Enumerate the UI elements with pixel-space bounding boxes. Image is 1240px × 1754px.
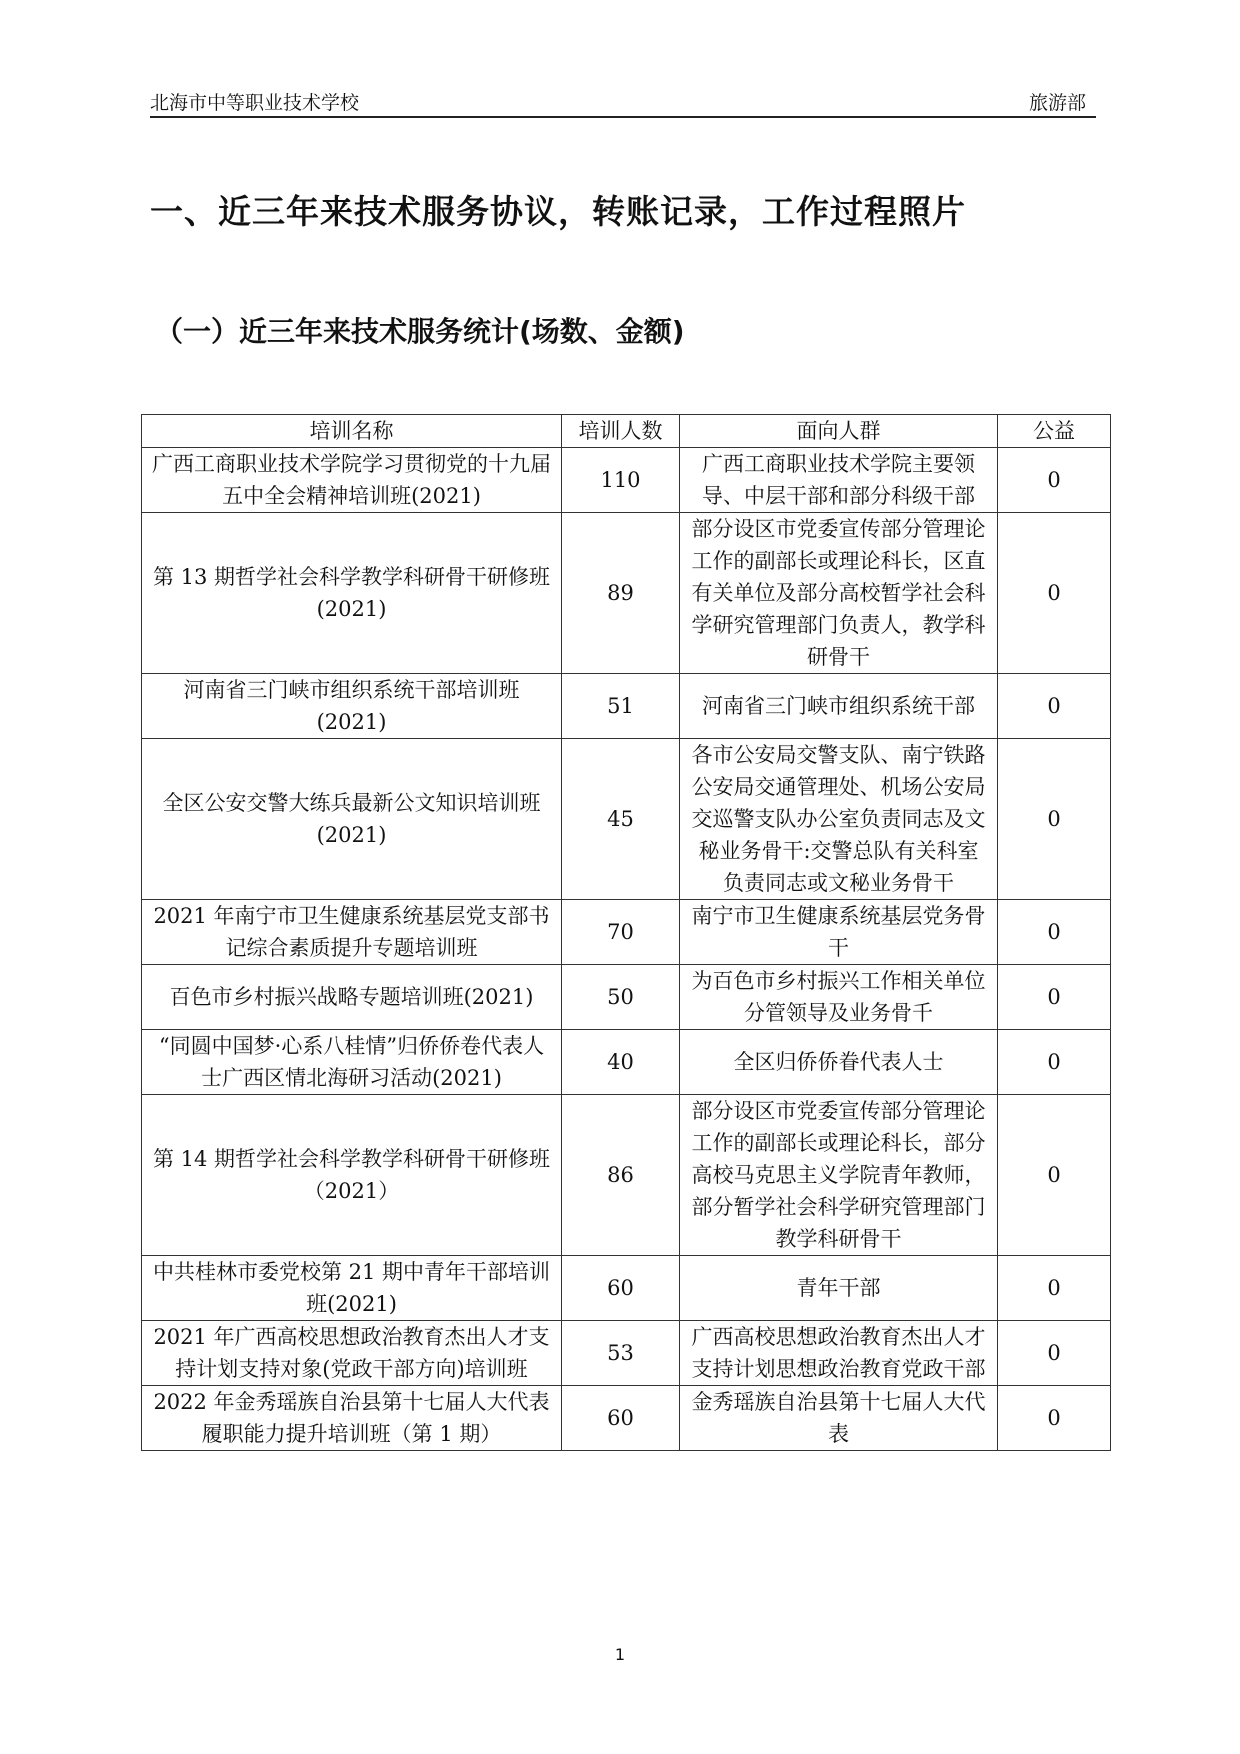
target-group-cell: 青年干部 <box>680 1256 998 1321</box>
target-group-cell: 广西高校思想政治教育杰出人才支持计划思想政治教育党政干部 <box>680 1321 998 1386</box>
participant-count-cell: 53 <box>562 1321 680 1386</box>
table-row <box>142 513 1111 674</box>
participant-count-cell: 60 <box>562 1386 680 1451</box>
participant-count-cell: 86 <box>562 1095 680 1256</box>
target-group-cell: 河南省三门峡市组织系统干部 <box>680 674 998 739</box>
table-header-row <box>142 415 1111 448</box>
target-group-cell: 部分设区市党委宣传部分管理论工作的副部长或理论科长，区直有关单位及部分高校暂学社会科学研究管理部门负责人，教学科研骨干 <box>680 513 998 674</box>
training-name-cell: 广西工商职业技术学院学习贯彻党的十九届五中全会精神培训班(2021) <box>142 448 562 513</box>
participant-count-cell: 40 <box>562 1030 680 1095</box>
participant-count-cell: 89 <box>562 513 680 674</box>
training-name-cell: 百色市乡村振兴战略专题培训班(2021) <box>142 965 562 1030</box>
target-group-cell: 为百色市乡村振兴工作相关单位分管领导及业务骨千 <box>680 965 998 1030</box>
training-name-cell: 2021 年南宁市卫生健康系统基层党支部书记综合素质提升专题培训班 <box>142 900 562 965</box>
public-welfare-cell: 0 <box>998 1321 1111 1386</box>
participant-count-cell: 51 <box>562 674 680 739</box>
column-header-participant-count: 培训人数 <box>562 415 680 448</box>
participant-count-cell: 50 <box>562 965 680 1030</box>
column-header-target-group: 面向人群 <box>680 415 998 448</box>
target-group-cell: 南宁市卫生健康系统基层党务骨干 <box>680 900 998 965</box>
public-welfare-cell: 0 <box>998 1386 1111 1451</box>
training-name-cell: “同圆中国梦·心系八桂情”归侨侨卷代表人士广西区情北海研习活动(2021) <box>142 1030 562 1095</box>
subsection-title: （一）近三年来技术服务统计(场数、金额) <box>155 315 685 348</box>
public-welfare-cell: 0 <box>998 1256 1111 1321</box>
target-group-cell: 各市公安局交警支队、南宁铁路公安局交通管理处、机场公安局交巡警支队办公室负责同志及文秘业务骨干:交警总队有关科室负责同志或文秘业务骨干 <box>680 739 998 900</box>
public-welfare-cell: 0 <box>998 965 1111 1030</box>
target-group-cell: 金秀瑶族自治县第十七届人大代表 <box>680 1386 998 1451</box>
public-welfare-cell: 0 <box>998 900 1111 965</box>
participant-count-cell: 45 <box>562 739 680 900</box>
page-number: 1 <box>614 1645 626 1664</box>
training-name-cell: 中共桂林市委党校第 21 期中青年干部培训班(2021) <box>142 1256 562 1321</box>
table-row <box>142 1095 1111 1256</box>
table-row <box>142 739 1111 900</box>
school-name: 北海市中等职业技术学校 <box>150 92 360 114</box>
table-row <box>142 900 1111 965</box>
public-welfare-cell: 0 <box>998 1095 1111 1256</box>
target-group-cell: 全区归侨侨眷代表人士 <box>680 1030 998 1095</box>
participant-count-cell: 110 <box>562 448 680 513</box>
page-header <box>150 88 1096 118</box>
training-name-cell: 第 14 期哲学社会科学教学科研骨干研修班（2021） <box>142 1095 562 1256</box>
participant-count-cell: 70 <box>562 900 680 965</box>
column-header-training-name: 培训名称 <box>142 415 562 448</box>
department-name: 旅游部 <box>1028 92 1086 114</box>
public-welfare-cell: 0 <box>998 1030 1111 1095</box>
table-row <box>142 448 1111 513</box>
training-name-cell: 2021 年广西高校思想政治教育杰出人才支持计划支持对象(党政干部方向)培训班 <box>142 1321 562 1386</box>
table-row <box>142 1256 1111 1321</box>
participant-count-cell: 60 <box>562 1256 680 1321</box>
section-title: 一、近三年来技术服务协议，转账记录，工作过程照片 <box>150 192 966 231</box>
table-row <box>142 1321 1111 1386</box>
column-header-public-welfare: 公益 <box>998 415 1111 448</box>
training-name-cell: 全区公安交警大练兵最新公文知识培训班(2021) <box>142 739 562 900</box>
table-row <box>142 1386 1111 1451</box>
table-row <box>142 1030 1111 1095</box>
training-name-cell: 第 13 期哲学社会科学教学科研骨干研修班(2021) <box>142 513 562 674</box>
target-group-cell: 部分设区市党委宣传部分管理论工作的副部长或理论科长，部分高校马克思主义学院青年教师，部分暂学社会科学研究管理部门教学科研骨干 <box>680 1095 998 1256</box>
public-welfare-cell: 0 <box>998 739 1111 900</box>
table-row <box>142 965 1111 1030</box>
public-welfare-cell: 0 <box>998 448 1111 513</box>
training-name-cell: 2022 年金秀瑶族自治县第十七届人大代表履职能力提升培训班（第 1 期） <box>142 1386 562 1451</box>
target-group-cell: 广西工商职业技术学院主要领导、中层干部和部分科级干部 <box>680 448 998 513</box>
table-row <box>142 674 1111 739</box>
public-welfare-cell: 0 <box>998 674 1111 739</box>
public-welfare-cell: 0 <box>998 513 1111 674</box>
training-stats-table <box>141 414 1111 1451</box>
training-name-cell: 河南省三门峡市组织系统干部培训班(2021) <box>142 674 562 739</box>
